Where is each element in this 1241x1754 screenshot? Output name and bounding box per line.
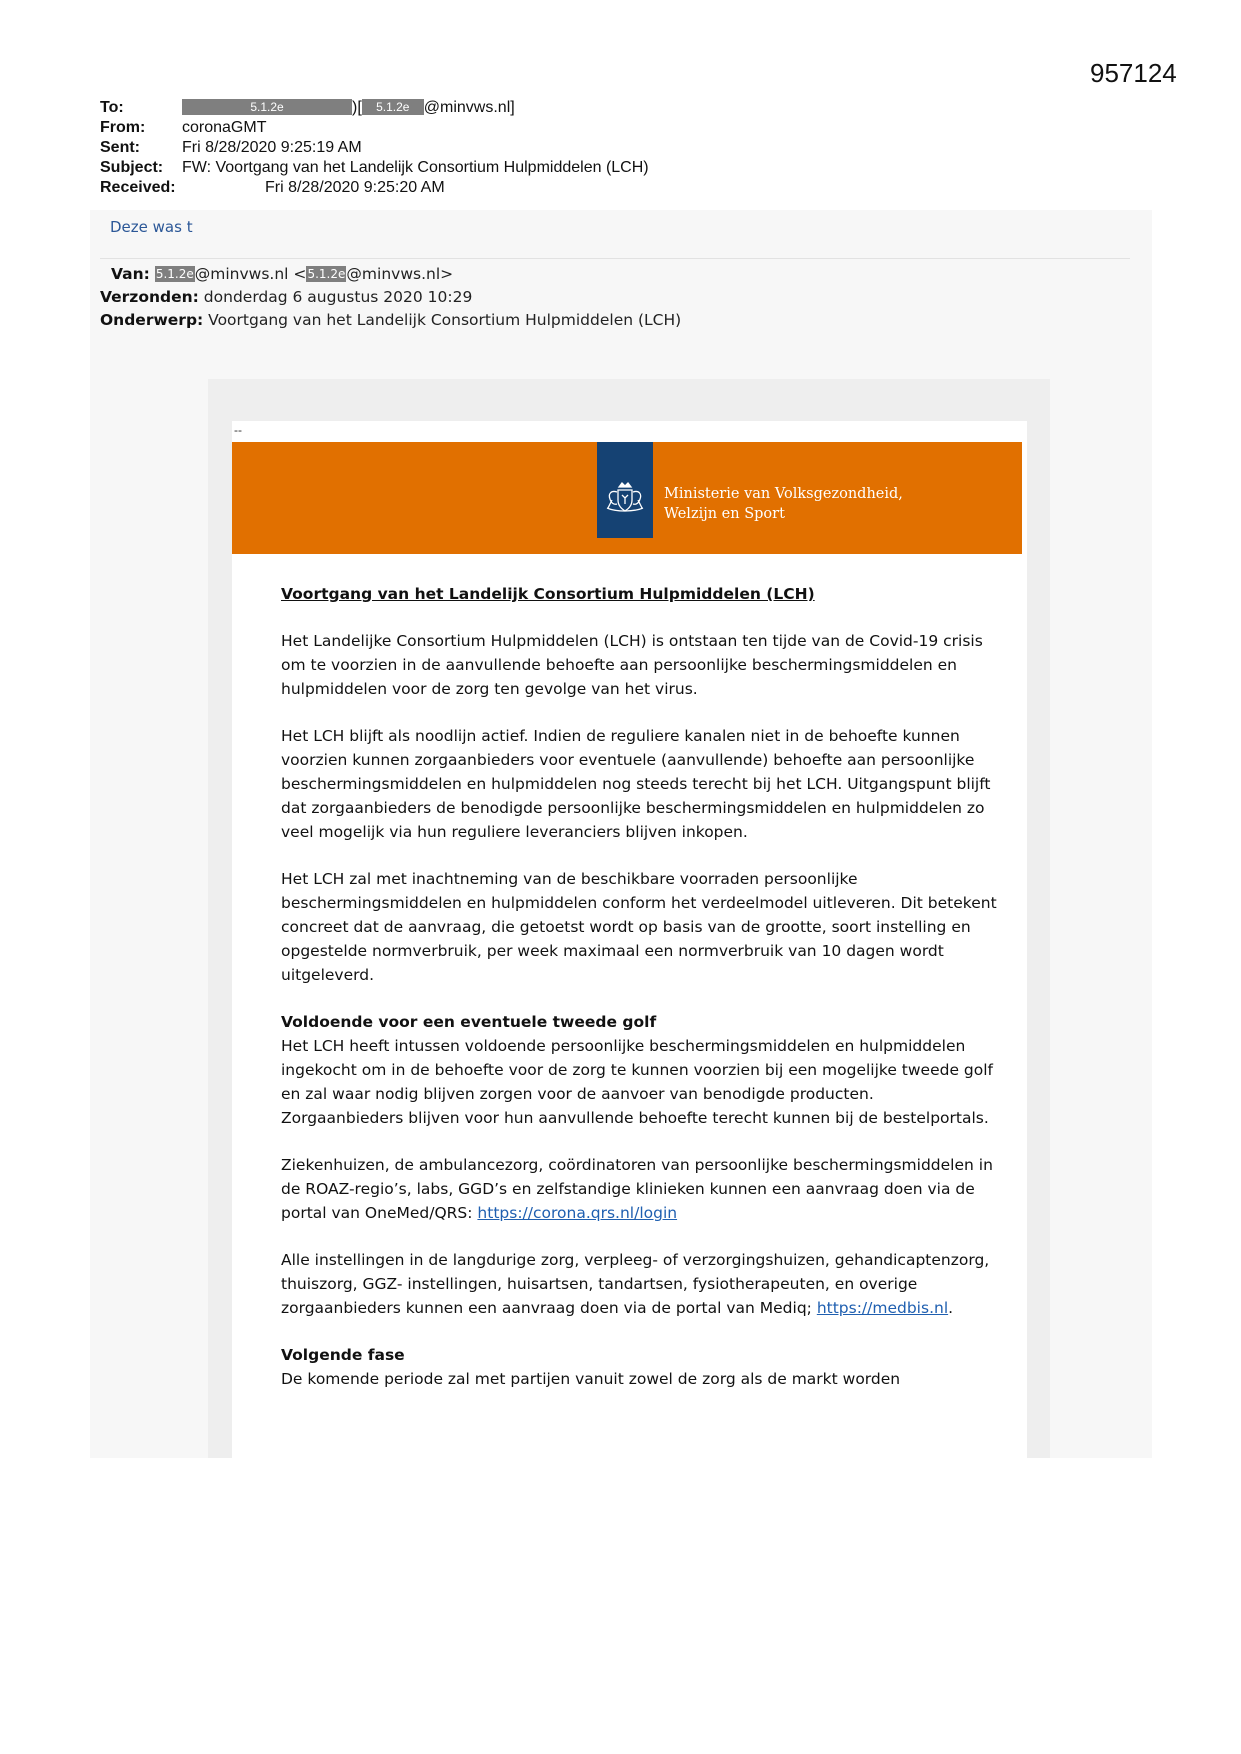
preview-text: Deze was t <box>110 218 193 236</box>
subject-value: FW: Voortgang van het Landelijk Consortium Hulpmiddelen (LCH) <box>182 159 649 176</box>
paragraph-text: Alle instellingen in de langdurige zorg, verpleeg- of verzorgingshuizen, gehandicaptenzorg, thuiszorg, GGZ- instellingen, huisartsen, tandartsen, fysiotherapeuten, en overige zorgaanbieders kunnen een aanvraag doen via de portal van Mediq; <box>281 1251 990 1317</box>
document-number: 957124 <box>1090 58 1177 88</box>
paragraph-end: . <box>948 1299 954 1317</box>
redaction-box: 5.1.2e <box>155 267 194 281</box>
received-label: Received: <box>100 179 176 196</box>
paragraph-text: Ziekenhuizen, de ambulancezorg, coördinatoren van persoonlijke beschermingsmiddelen in de ROAZ-regio’s, labs, GGD’s en zelfstandige klinieken kunnen een aanvraag doen via de portal van OneMed/QRS: <box>281 1156 993 1222</box>
forwarded-header <box>100 263 681 332</box>
sent-value: Fri 8/28/2020 9:25:19 AM <box>182 139 362 156</box>
signature-dash: -- <box>234 423 242 437</box>
ministry-line-1: Ministerie van Volksgezondheid, <box>664 486 903 502</box>
ministry-line-2: Welzijn en Sport <box>664 506 785 522</box>
received-value: Fri 8/28/2020 9:25:20 AM <box>265 179 445 196</box>
sent-label: Sent: <box>100 139 140 156</box>
onderwerp-row <box>100 309 681 332</box>
to-value <box>182 98 515 118</box>
paragraph: Het LCH zal met inachtneming van de beschikbare voorraden persoonlijke beschermingsmiddelen en hulpmiddelen conform het verdeelmodel uitleveren. Dit betekent concreet dat de aanvraag, die getoetst wordt op basis van de grootte, soort instelling en opgestelde normverbruik, per week maximaal een normverbruik van 10 dagen wordt uitgeleverd. <box>281 870 997 984</box>
from-label: From: <box>100 119 146 136</box>
paragraph: Het LCH heeft intussen voldoende persoonlijke beschermingsmiddelen en hulpmiddelen ingekocht om in de behoefte voor de zorg te kunnen voorzien bij een mogelijke tweede golf en zal waar nodig blijven zorgen voor de aanvoer van benodigde producten. Zorgaanbieders blijven voor hun aanvullende behoefte terecht kunnen bij de bestelportals. <box>281 1037 994 1127</box>
van-mid: @minvws.nl < <box>194 265 307 283</box>
to-label: To: <box>100 99 124 116</box>
to-domain: @minvws.nl] <box>423 99 515 116</box>
van-end: @minvws.nl> <box>346 265 454 283</box>
verzonden-value: donderdag 6 augustus 2020 10:29 <box>203 288 473 306</box>
subject-label: Subject: <box>100 159 164 176</box>
redaction-box: 5.1.2e <box>362 99 424 115</box>
onderwerp-label: Onderwerp: <box>100 311 204 329</box>
onderwerp-value: Voortgang van het Landelijk Consortium Hulpmiddelen (LCH) <box>208 311 682 329</box>
paragraph: De komende periode zal met partijen vanuit zowel de zorg als de markt worden <box>281 1370 901 1388</box>
verzonden-label: Verzonden: <box>100 288 199 306</box>
divider <box>100 258 1130 259</box>
section-heading: Voldoende voor een eventuele tweede golf <box>281 1013 657 1031</box>
from-value: coronaGMT <box>182 119 267 136</box>
medbis-portal-link[interactable]: https://medbis.nl <box>816 1299 949 1317</box>
qrs-portal-link[interactable]: https://corona.qrs.nl/login <box>477 1204 678 1222</box>
van-row <box>100 263 681 286</box>
paragraph: Het LCH blijft als noodlijn actief. Indien de reguliere kanalen niet in de behoefte kunnen voorzien kunnen zorgaanbieders voor eventuele (aanvullende) behoefte aan persoonlijke beschermingsmiddelen en hulpmiddelen nog steeds terecht bij het LCH. Uitgangspunt blijft dat zorgaanbieders de benodigde persoonlijke beschermingsmiddelen en hulpmiddelen zo veel mogelijk via hun reguliere leveranciers blijven inkopen. <box>281 727 991 841</box>
to-separator: )[ <box>352 99 362 116</box>
redaction-box: 5.1.2e <box>307 267 346 281</box>
paragraph: Het Landelijke Consortium Hulpmiddelen (LCH) is ontstaan ten tijde van de Covid-19 crisis om te voorzien in de aanvullende behoefte aan persoonlijke beschermingsmiddelen en hulpmiddelen voor de zorg ten gevolge van het virus. <box>281 632 983 698</box>
van-label: Van: <box>111 265 150 283</box>
redaction-box: 5.1.2e <box>182 99 352 115</box>
newsletter-body <box>281 582 1001 1414</box>
paragraph <box>281 1248 1001 1320</box>
paragraph <box>281 1153 1001 1225</box>
ministry-name <box>664 484 903 524</box>
newsletter-title: Voortgang van het Landelijk Consortium Hulpmiddelen (LCH) <box>281 585 815 603</box>
section-heading: Volgende fase <box>281 1346 405 1364</box>
verzonden-row <box>100 286 681 309</box>
coat-of-arms-icon <box>598 478 652 518</box>
